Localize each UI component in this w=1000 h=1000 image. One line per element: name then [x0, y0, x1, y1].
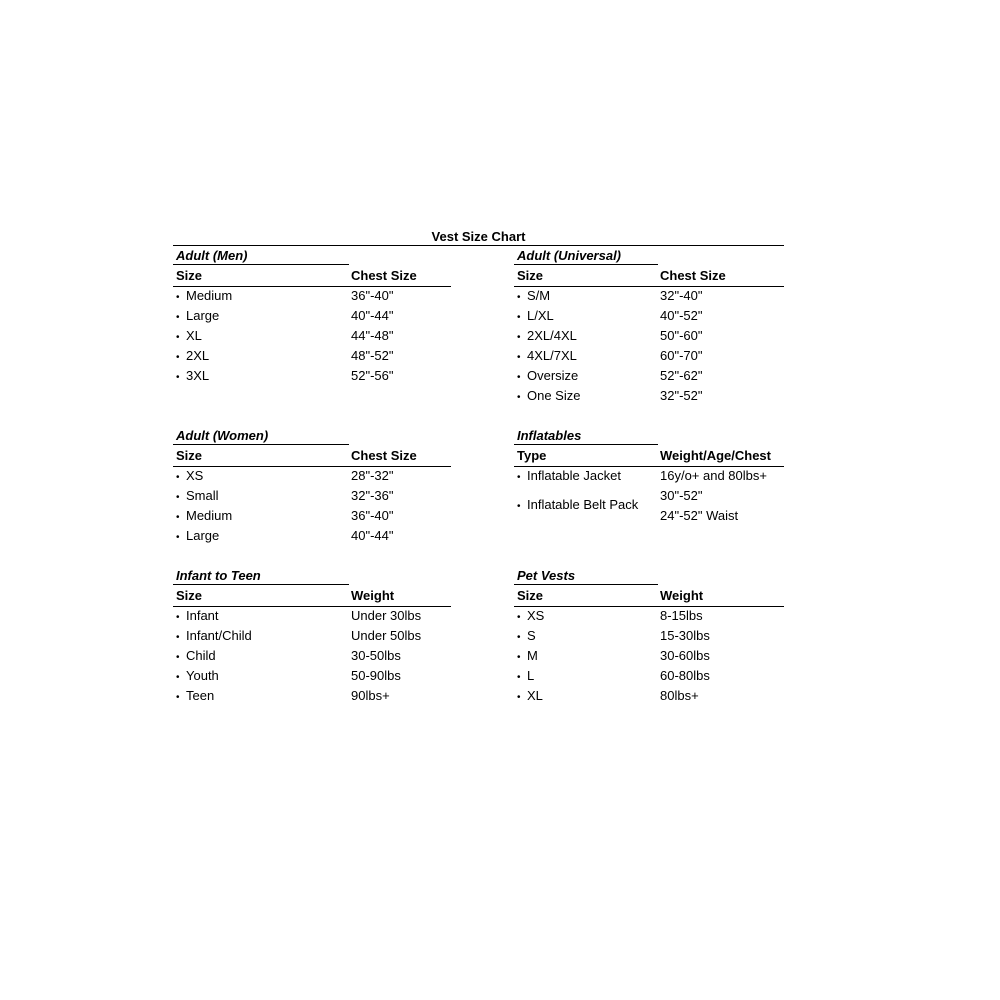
- size-label: XL: [527, 688, 543, 703]
- size-cell: [176, 486, 219, 508]
- table-header: [514, 266, 784, 287]
- size-label: Teen: [186, 688, 215, 703]
- bullet-icon: •: [517, 472, 521, 483]
- size-cell: [517, 366, 578, 388]
- size-label: 3XL: [186, 368, 210, 383]
- weight-value: 8-15lbs: [660, 608, 703, 623]
- column-header-weight: Weight: [351, 588, 395, 603]
- size-cell: [176, 346, 209, 368]
- table-header: [173, 446, 451, 467]
- column-header-size: Size: [517, 268, 544, 283]
- column-header-size: Size: [176, 448, 203, 463]
- column-header-size: Size: [517, 588, 544, 603]
- chest-size-value: 40"-44": [351, 528, 394, 543]
- bullet-icon: •: [517, 652, 521, 663]
- size-cell: [176, 306, 219, 328]
- size-label: 2XL/4XL: [527, 328, 577, 343]
- table-header: [173, 586, 451, 607]
- size-cell: [517, 326, 577, 348]
- weight-value: Under 30lbs: [351, 608, 422, 623]
- section-title-divider: [173, 584, 349, 585]
- section-title: Adult (Universal): [517, 248, 622, 263]
- size-cell: [517, 626, 536, 648]
- chest-size-value: 36"-40": [351, 508, 394, 523]
- bullet-icon: •: [176, 692, 180, 703]
- bullet-icon: •: [517, 372, 521, 383]
- bullet-icon: •: [176, 492, 180, 503]
- size-cell: [517, 606, 544, 628]
- bullet-icon: •: [176, 372, 180, 383]
- weight-age-chest-value: 24"-52" Waist: [660, 508, 739, 523]
- chest-size-value: 40"-44": [351, 308, 394, 323]
- size-cell: [176, 286, 232, 308]
- bullet-icon: •: [176, 312, 180, 323]
- bullet-icon: •: [176, 532, 180, 543]
- size-cell: [517, 666, 534, 688]
- weight-value: 60-80lbs: [660, 668, 710, 683]
- size-label: L/XL: [527, 308, 554, 323]
- bullet-icon: •: [517, 672, 521, 683]
- type-label: Inflatable Jacket: [527, 468, 621, 483]
- size-label: S/M: [527, 288, 551, 303]
- chest-size-value: 50"-60": [660, 328, 703, 343]
- size-label: L: [527, 668, 535, 683]
- column-header-weight-age-chest: Weight/Age/Chest: [660, 448, 771, 463]
- size-label: M: [527, 648, 538, 663]
- weight-value: 30-60lbs: [660, 648, 710, 663]
- weight-value: 50-90lbs: [351, 668, 401, 683]
- bullet-icon: •: [176, 292, 180, 303]
- section-title: Infant to Teen: [176, 568, 261, 583]
- size-label: 4XL/7XL: [527, 348, 577, 363]
- chest-size-value: 28"-32": [351, 468, 394, 483]
- bullet-icon: •: [176, 332, 180, 343]
- size-label: Child: [186, 648, 216, 663]
- size-cell: [176, 466, 203, 488]
- type-label: Inflatable Belt Pack: [527, 497, 639, 512]
- bullet-icon: •: [176, 672, 180, 683]
- section-title: Inflatables: [517, 428, 582, 443]
- chest-size-value: 32"-40": [660, 288, 703, 303]
- section-title: Adult (Women): [176, 428, 269, 443]
- chest-size-value: 48"-52": [351, 348, 394, 363]
- chest-size-value: 52"-56": [351, 368, 394, 383]
- weight-value: 90lbs+: [351, 688, 390, 703]
- size-cell: [176, 526, 219, 548]
- size-label: S: [527, 628, 536, 643]
- chest-size-value: 60"-70": [660, 348, 703, 363]
- section-title: Pet Vests: [517, 568, 576, 583]
- column-header-chest-size: Chest Size: [351, 268, 417, 283]
- bullet-icon: •: [176, 612, 180, 623]
- size-label: One Size: [527, 388, 581, 403]
- page-title: Vest Size Chart: [173, 228, 784, 246]
- section-title-divider: [514, 264, 658, 265]
- size-label: Infant: [186, 608, 219, 623]
- size-label: Small: [186, 488, 219, 503]
- size-cell: [517, 646, 538, 668]
- size-cell: [176, 506, 232, 528]
- size-cell: [517, 686, 543, 708]
- section-title-divider: [514, 444, 658, 445]
- bullet-icon: •: [517, 612, 521, 623]
- column-header-chest-size: Chest Size: [351, 448, 417, 463]
- size-cell: [176, 606, 219, 628]
- size-label: Large: [186, 308, 220, 323]
- size-cell: [176, 666, 219, 688]
- chest-size-value: 40"-52": [660, 308, 703, 323]
- chest-size-value: 32"-52": [660, 388, 703, 403]
- table-header: [173, 266, 451, 287]
- weight-value: 15-30lbs: [660, 628, 710, 643]
- weight-value: Under 50lbs: [351, 628, 422, 643]
- bullet-icon: •: [176, 652, 180, 663]
- chest-size-value: 36"-40": [351, 288, 394, 303]
- size-cell: [517, 306, 554, 328]
- type-cell: [517, 466, 621, 488]
- section-title-divider: [173, 264, 349, 265]
- bullet-icon: •: [517, 352, 521, 363]
- size-cell: [517, 346, 577, 368]
- size-cell: [176, 646, 216, 668]
- bullet-icon: •: [517, 332, 521, 343]
- chest-size-value: 44"-48": [351, 328, 394, 343]
- size-label: XL: [186, 328, 202, 343]
- weight-age-chest-value-continued: 30"-52": [660, 488, 703, 503]
- type-cell: [517, 495, 638, 517]
- column-header-type: Type: [517, 448, 547, 463]
- bullet-icon: •: [517, 392, 521, 403]
- size-label: Infant/Child: [186, 628, 252, 643]
- size-cell: [176, 686, 214, 708]
- bullet-icon: •: [176, 512, 180, 523]
- table-header: [514, 586, 784, 607]
- size-label: XS: [527, 608, 545, 623]
- table-header: [514, 446, 784, 467]
- bullet-icon: •: [517, 292, 521, 303]
- weight-value: 80lbs+: [660, 688, 699, 703]
- chest-size-value: 52"-62": [660, 368, 703, 383]
- size-cell: [176, 366, 209, 388]
- column-header-size: Size: [176, 588, 203, 603]
- bullet-icon: •: [517, 312, 521, 323]
- column-header-weight: Weight: [660, 588, 704, 603]
- size-label: Medium: [186, 288, 233, 303]
- size-label: Oversize: [527, 368, 579, 383]
- section-title: Adult (Men): [176, 248, 248, 263]
- bullet-icon: •: [517, 501, 521, 512]
- size-label: Youth: [186, 668, 219, 683]
- bullet-icon: •: [176, 352, 180, 363]
- section-title-divider: [514, 584, 658, 585]
- size-label: Large: [186, 528, 220, 543]
- size-label: Medium: [186, 508, 233, 523]
- weight-age-chest-value: 16y/o+ and 80lbs+: [660, 468, 767, 483]
- column-header-chest-size: Chest Size: [660, 268, 726, 283]
- size-cell: [517, 386, 580, 408]
- size-cell: [176, 626, 252, 648]
- size-cell: [176, 326, 202, 348]
- weight-value: 30-50lbs: [351, 648, 401, 663]
- size-label: XS: [186, 468, 204, 483]
- bullet-icon: •: [176, 632, 180, 643]
- bullet-icon: •: [176, 472, 180, 483]
- bullet-icon: •: [517, 632, 521, 643]
- size-label: 2XL: [186, 348, 210, 363]
- bullet-icon: •: [517, 692, 521, 703]
- chest-size-value: 32"-36": [351, 488, 394, 503]
- column-header-size: Size: [176, 268, 203, 283]
- section-title-divider: [173, 444, 349, 445]
- size-cell: [517, 286, 550, 308]
